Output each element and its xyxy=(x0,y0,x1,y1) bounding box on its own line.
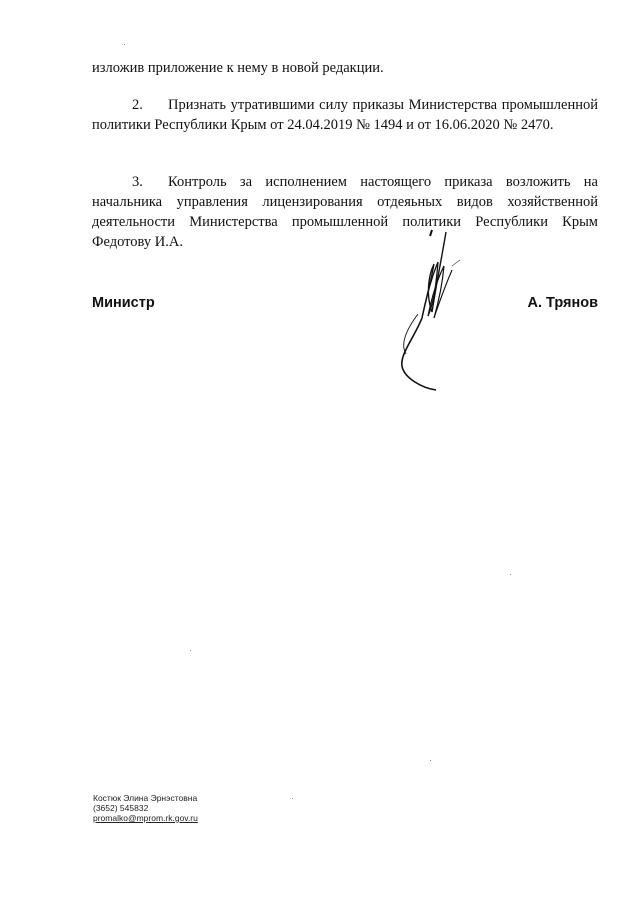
scan-speck xyxy=(124,44,125,45)
scan-speck xyxy=(190,650,191,651)
list-item-2 xyxy=(92,95,598,135)
contact-block xyxy=(93,793,198,823)
list-item-number: 3. xyxy=(132,174,143,190)
signatory-name: А. Трянов xyxy=(527,295,598,311)
list-item-3 xyxy=(92,172,598,252)
contact-email: promalko@mprom.rk.gov.ru xyxy=(93,813,198,823)
list-item-text: Контроль за исполнением настоящего приказа возложить на начальника управления лицензирования отдеяьных видов хозяйственной деятельности Министерства промышленной политики Республики Крым Федотову И.А. xyxy=(92,174,598,250)
list-item-text: Признать утратившими силу приказы Министерства промышленной политики Республики Крым от 24.04.2019 № 1494 и от 16.06.2020 № 2470. xyxy=(92,97,598,133)
position-label: Министр xyxy=(92,295,155,311)
contact-phone: (3652) 545832 xyxy=(93,803,149,813)
handwritten-signature xyxy=(392,226,472,396)
scan-speck xyxy=(430,760,431,761)
scan-speck xyxy=(510,574,511,575)
list-item-number: 2. xyxy=(132,97,143,113)
contact-name: Костюк Элина Эрнэстовна xyxy=(93,793,198,803)
scan-speck xyxy=(292,798,293,799)
paragraph-intro: изложив приложение к нему в новой редакции. xyxy=(92,60,384,76)
